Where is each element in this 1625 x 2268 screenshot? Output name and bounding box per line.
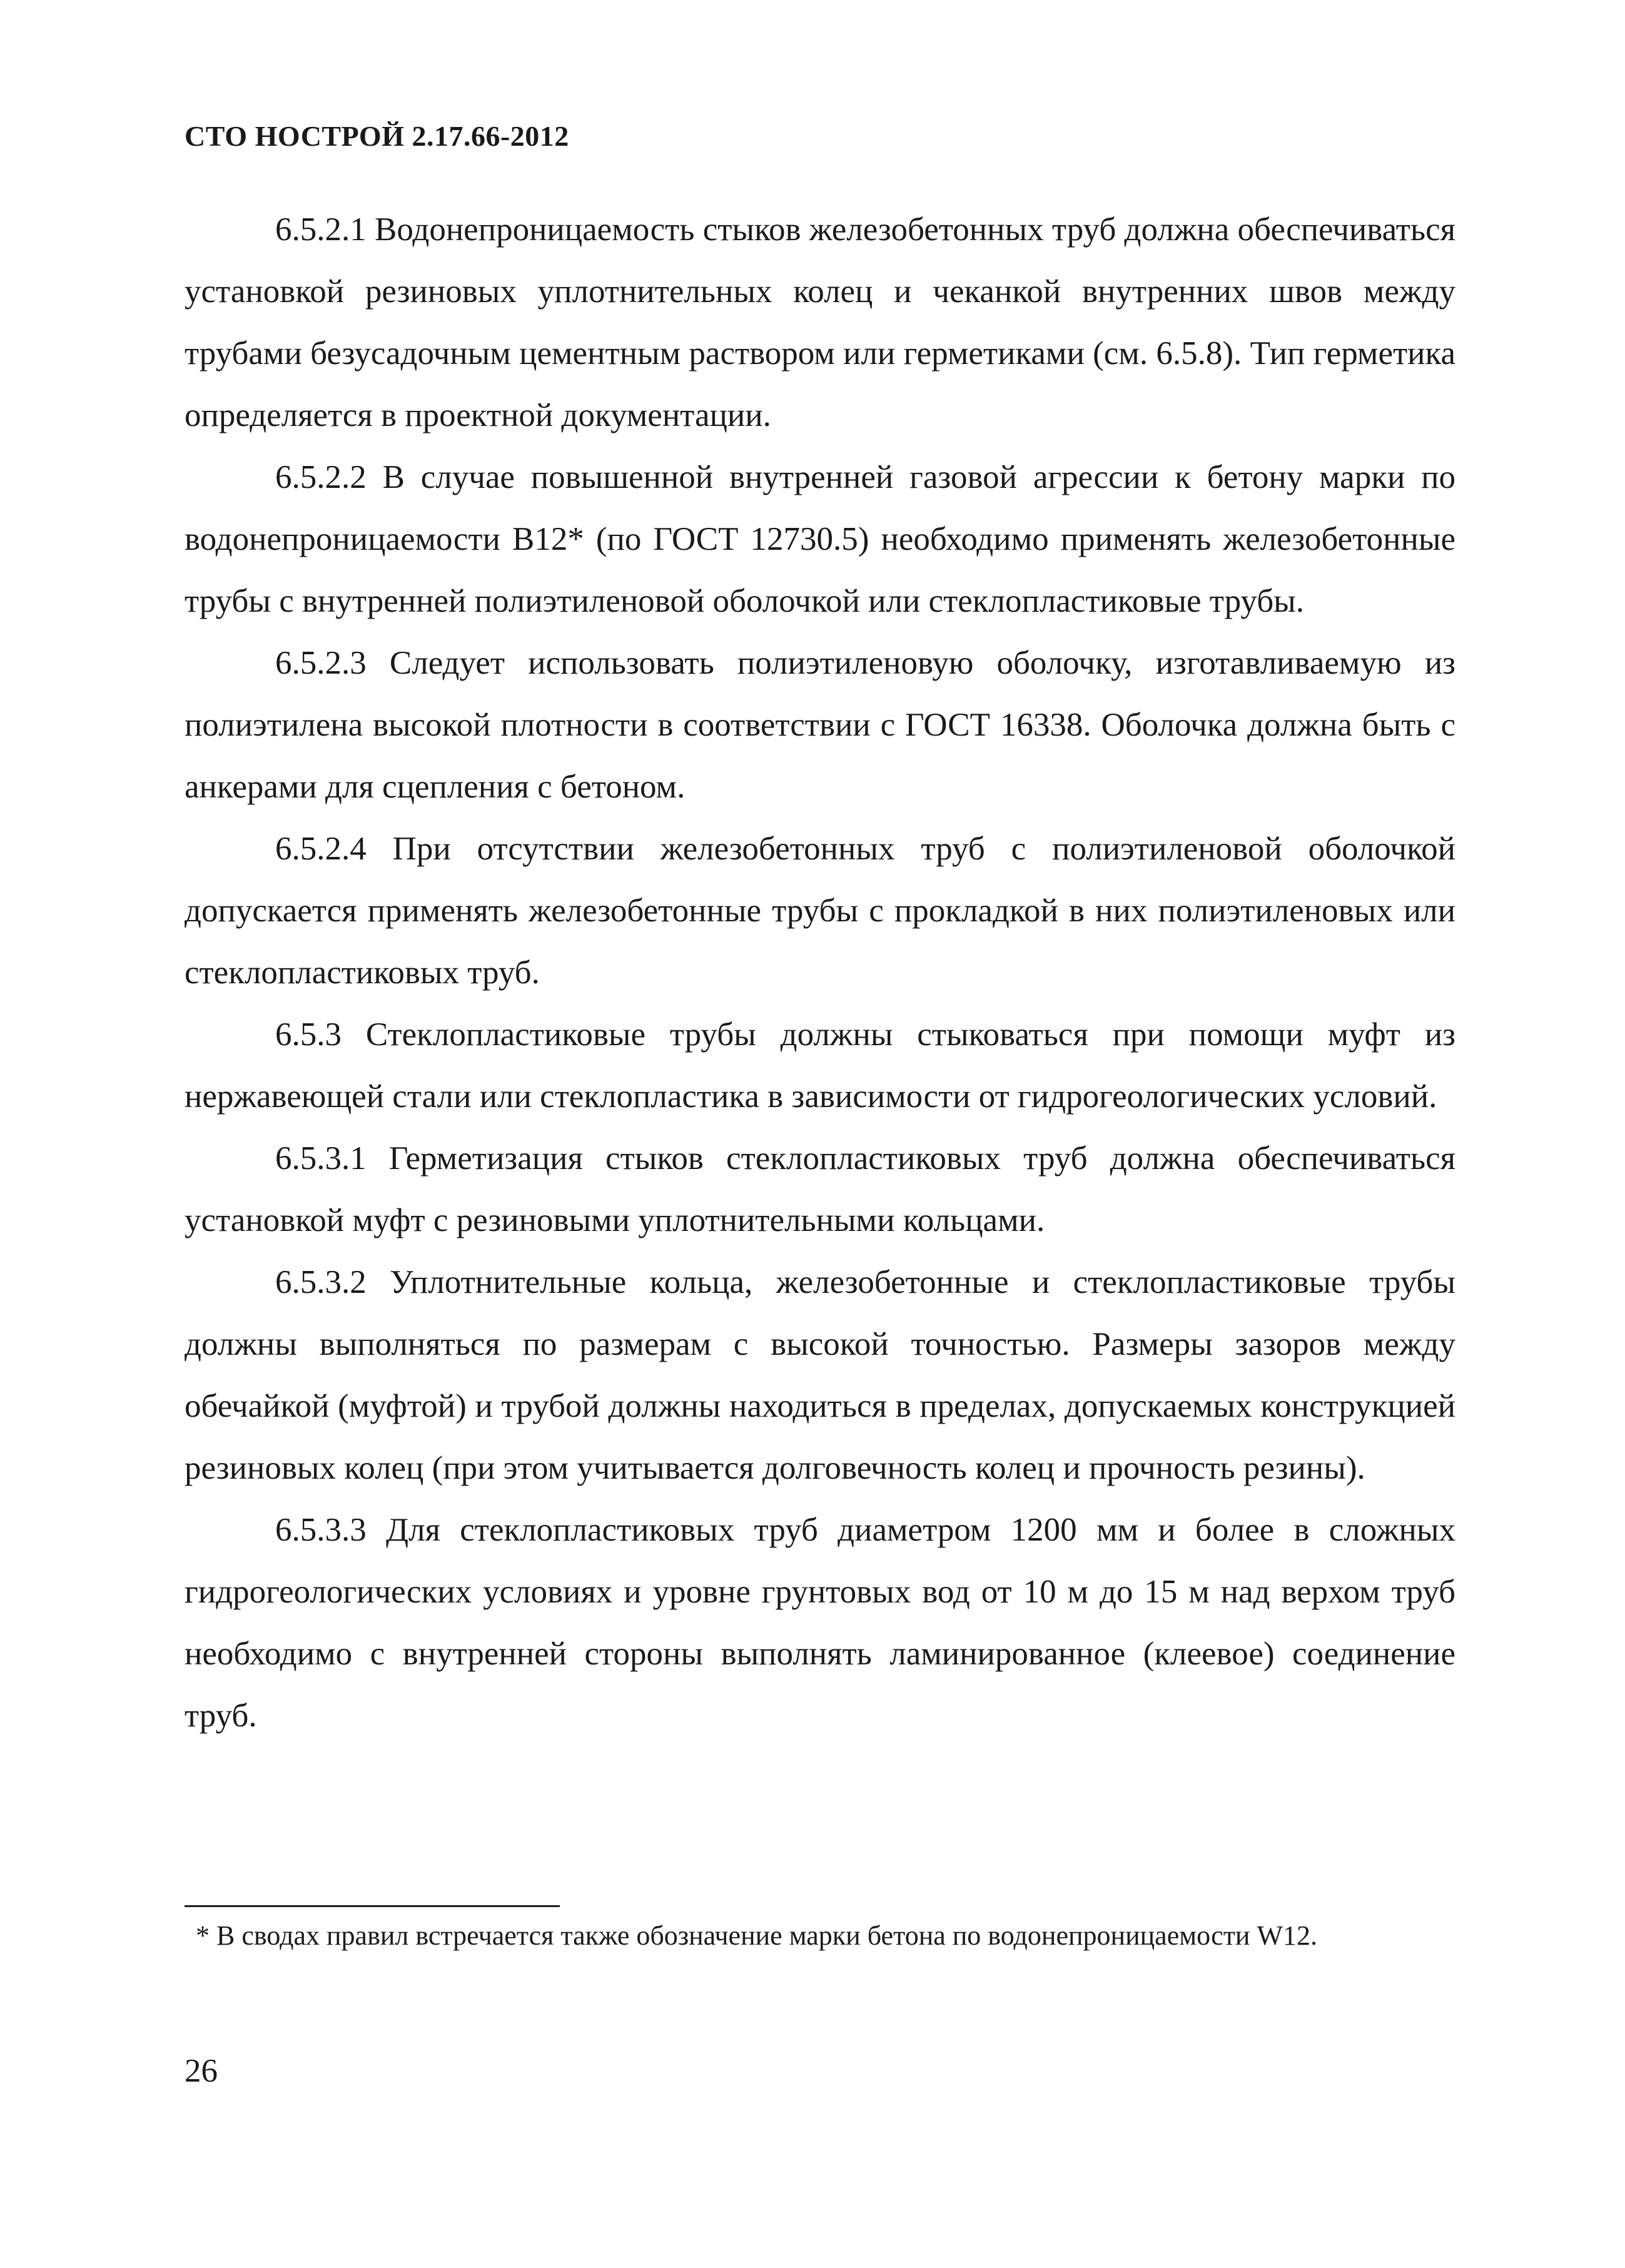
paragraph-6-5-3-1: 6.5.3.1 Герметизация стыков стеклопластиковых труб должна обеспечиваться установкой муфт с резиновыми уплотнительными кольцами. <box>185 1140 1455 1238</box>
paragraph-6-5-3-2: 6.5.3.2 Уплотнительные кольца, железобетонные и стеклопластиковые трубы должны выполняться по размерам с высокой точностью. Размеры зазоров между обечайкой (муфтой) и трубой должны находиться в пределах, допускаемых конструкцией резиновых колец (при этом учитывается долговечность колец и прочность резины). <box>185 1264 1455 1486</box>
paragraph-6-5-3-3: 6.5.3.3 Для стеклопластиковых труб диаметром 1200 мм и более в сложных гидрогеологических условиях и уровне грунтовых вод от 10 м до 15 м над верхом труб необходимо с внутренней стороны выполнять ламинированное (клеевое) соединение труб. <box>185 1512 1455 1734</box>
footnote <box>185 1918 1455 1953</box>
paragraph-6-5-2-4: 6.5.2.4 При отсутствии железобетонных труб с полиэтиленовой оболочкой допускается применять железобетонные трубы с прокладкой в них полиэтиленовых или стеклопластиковых труб. <box>185 831 1455 991</box>
paragraph-6-5-2-2: 6.5.2.2 В случае повышенной внутренней газовой агрессии к бетону марки по водонепроницаемости В12* (по ГОСТ 12730.5) необходимо применять железобетонные трубы с внутренней полиэтиленовой оболочкой или стеклопластиковые трубы. <box>185 459 1455 619</box>
body-text <box>185 199 1455 1747</box>
page-number: 26 <box>185 2053 218 2089</box>
footnote-text: * В сводах правил встречается также обозначение марки бетона по водонепроницаемости W12. <box>196 1920 1317 1951</box>
paragraph-6-5-2-1: 6.5.2.1 Водонепроницаемость стыков железобетонных труб должна обеспечиваться установкой резиновых уплотнительных колец и чеканкой внутренних швов между трубами безусадочным цементным раствором или герметиками (см. 6.5.8). Тип герметика определяется в проектной документации. <box>185 211 1455 433</box>
document-header: СТО НОСТРОЙ 2.17.66-2012 <box>185 120 569 152</box>
paragraph-6-5-3: 6.5.3 Стеклопластиковые трубы должны стыковаться при помощи муфт из нержавеющей стали или стеклопластика в зависимости от гидрогеологических условий. <box>185 1016 1455 1115</box>
footnote-divider <box>185 1905 560 1907</box>
paragraph-6-5-2-3: 6.5.2.3 Следует использовать полиэтиленовую оболочку, изготавливаемую из полиэтилена высокой плотности в соответствии с ГОСТ 16338. Оболочка должна быть с анкерами для сцепления с бетоном. <box>185 645 1455 805</box>
